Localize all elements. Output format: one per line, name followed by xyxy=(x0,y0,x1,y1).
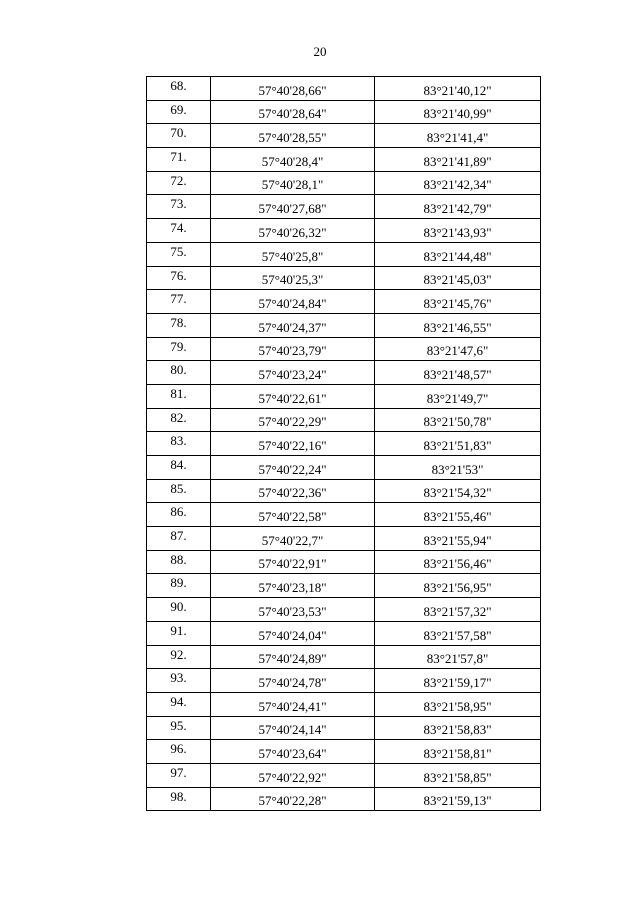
latitude-cell: 57°40'22,58" xyxy=(211,503,375,527)
point-number-cell: 95. xyxy=(147,716,211,740)
latitude-cell: 57°40'23,53" xyxy=(211,598,375,622)
point-number-cell: 90. xyxy=(147,598,211,622)
longitude-cell: 83°21'59,13" xyxy=(375,787,541,811)
point-number-cell: 79. xyxy=(147,337,211,361)
latitude-cell: 57°40'24,89" xyxy=(211,645,375,669)
latitude-cell: 57°40'22,28" xyxy=(211,787,375,811)
longitude-cell: 83°21'56,46" xyxy=(375,550,541,574)
point-number-cell: 87. xyxy=(147,527,211,551)
longitude-cell: 83°21'51,83" xyxy=(375,432,541,456)
table-row xyxy=(147,266,541,290)
table-row xyxy=(147,456,541,480)
longitude-cell: 83°21'40,12" xyxy=(375,77,541,101)
table-row xyxy=(147,503,541,527)
latitude-cell: 57°40'28,4" xyxy=(211,148,375,172)
table-row xyxy=(147,550,541,574)
latitude-cell: 57°40'22,7" xyxy=(211,527,375,551)
point-number-cell: 93. xyxy=(147,669,211,693)
longitude-cell: 83°21'55,46" xyxy=(375,503,541,527)
latitude-cell: 57°40'24,14" xyxy=(211,716,375,740)
latitude-cell: 57°40'26,32" xyxy=(211,219,375,243)
point-number-cell: 74. xyxy=(147,219,211,243)
latitude-cell: 57°40'22,24" xyxy=(211,456,375,480)
point-number-cell: 97. xyxy=(147,763,211,787)
latitude-cell: 57°40'24,37" xyxy=(211,313,375,337)
table-row xyxy=(147,669,541,693)
point-number-cell: 72. xyxy=(147,171,211,195)
point-number-cell: 94. xyxy=(147,692,211,716)
table-row xyxy=(147,740,541,764)
table-row xyxy=(147,313,541,337)
longitude-cell: 83°21'41,4" xyxy=(375,124,541,148)
longitude-cell: 83°21'54,32" xyxy=(375,479,541,503)
table-row xyxy=(147,763,541,787)
table-row xyxy=(147,621,541,645)
table-row xyxy=(147,195,541,219)
point-number-cell: 73. xyxy=(147,195,211,219)
latitude-cell: 57°40'23,18" xyxy=(211,574,375,598)
table-row xyxy=(147,124,541,148)
longitude-cell: 83°21'57,32" xyxy=(375,598,541,622)
latitude-cell: 57°40'23,24" xyxy=(211,361,375,385)
point-number-cell: 98. xyxy=(147,787,211,811)
point-number-cell: 88. xyxy=(147,550,211,574)
latitude-cell: 57°40'25,3" xyxy=(211,266,375,290)
point-number-cell: 80. xyxy=(147,361,211,385)
table-row xyxy=(147,384,541,408)
table-row xyxy=(147,337,541,361)
coordinates-table xyxy=(146,76,541,811)
table-row xyxy=(147,242,541,266)
point-number-cell: 91. xyxy=(147,621,211,645)
longitude-cell: 83°21'49,7" xyxy=(375,384,541,408)
point-number-cell: 68. xyxy=(147,77,211,101)
longitude-cell: 83°21'58,95" xyxy=(375,692,541,716)
table-row xyxy=(147,645,541,669)
table-row xyxy=(147,527,541,551)
table-row xyxy=(147,219,541,243)
point-number-cell: 85. xyxy=(147,479,211,503)
table-row xyxy=(147,574,541,598)
longitude-cell: 83°21'40,99" xyxy=(375,100,541,124)
longitude-cell: 83°21'43,93" xyxy=(375,219,541,243)
longitude-cell: 83°21'48,57" xyxy=(375,361,541,385)
table-row xyxy=(147,598,541,622)
longitude-cell: 83°21'45,03" xyxy=(375,266,541,290)
point-number-cell: 84. xyxy=(147,456,211,480)
point-number-cell: 83. xyxy=(147,432,211,456)
longitude-cell: 83°21'42,34" xyxy=(375,171,541,195)
latitude-cell: 57°40'28,66" xyxy=(211,77,375,101)
latitude-cell: 57°40'22,29" xyxy=(211,408,375,432)
latitude-cell: 57°40'28,1" xyxy=(211,171,375,195)
longitude-cell: 83°21'56,95" xyxy=(375,574,541,598)
longitude-cell: 83°21'41,89" xyxy=(375,148,541,172)
point-number-cell: 89. xyxy=(147,574,211,598)
latitude-cell: 57°40'24,41" xyxy=(211,692,375,716)
point-number-cell: 86. xyxy=(147,503,211,527)
table-row xyxy=(147,100,541,124)
latitude-cell: 57°40'24,84" xyxy=(211,290,375,314)
table-row xyxy=(147,408,541,432)
longitude-cell: 83°21'58,85" xyxy=(375,763,541,787)
table-row xyxy=(147,787,541,811)
point-number-cell: 77. xyxy=(147,290,211,314)
point-number-cell: 69. xyxy=(147,100,211,124)
longitude-cell: 83°21'42,79" xyxy=(375,195,541,219)
point-number-cell: 81. xyxy=(147,384,211,408)
longitude-cell: 83°21'47,6" xyxy=(375,337,541,361)
latitude-cell: 57°40'28,55" xyxy=(211,124,375,148)
point-number-cell: 78. xyxy=(147,313,211,337)
longitude-cell: 83°21'55,94" xyxy=(375,527,541,551)
table-row xyxy=(147,432,541,456)
table-row xyxy=(147,716,541,740)
point-number-cell: 76. xyxy=(147,266,211,290)
longitude-cell: 83°21'57,8" xyxy=(375,645,541,669)
table-row xyxy=(147,361,541,385)
longitude-cell: 83°21'59,17" xyxy=(375,669,541,693)
table-row xyxy=(147,171,541,195)
point-number-cell: 71. xyxy=(147,148,211,172)
latitude-cell: 57°40'22,91" xyxy=(211,550,375,574)
table-row xyxy=(147,479,541,503)
longitude-cell: 83°21'50,78" xyxy=(375,408,541,432)
longitude-cell: 83°21'57,58" xyxy=(375,621,541,645)
point-number-cell: 82. xyxy=(147,408,211,432)
point-number-cell: 96. xyxy=(147,740,211,764)
coordinates-table-body xyxy=(147,77,541,811)
latitude-cell: 57°40'23,64" xyxy=(211,740,375,764)
point-number-cell: 75. xyxy=(147,242,211,266)
latitude-cell: 57°40'22,16" xyxy=(211,432,375,456)
longitude-cell: 83°21'58,81" xyxy=(375,740,541,764)
latitude-cell: 57°40'22,92" xyxy=(211,763,375,787)
latitude-cell: 57°40'22,61" xyxy=(211,384,375,408)
page-number: 20 xyxy=(313,44,327,59)
latitude-cell: 57°40'27,68" xyxy=(211,195,375,219)
point-number-cell: 92. xyxy=(147,645,211,669)
longitude-cell: 83°21'44,48" xyxy=(375,242,541,266)
longitude-cell: 83°21'58,83" xyxy=(375,716,541,740)
point-number-cell: 70. xyxy=(147,124,211,148)
table-row xyxy=(147,692,541,716)
table-row xyxy=(147,290,541,314)
latitude-cell: 57°40'24,78" xyxy=(211,669,375,693)
latitude-cell: 57°40'28,64" xyxy=(211,100,375,124)
longitude-cell: 83°21'45,76" xyxy=(375,290,541,314)
table-row xyxy=(147,148,541,172)
latitude-cell: 57°40'25,8" xyxy=(211,242,375,266)
latitude-cell: 57°40'22,36" xyxy=(211,479,375,503)
longitude-cell: 83°21'53" xyxy=(375,456,541,480)
table-row xyxy=(147,77,541,101)
latitude-cell: 57°40'24,04" xyxy=(211,621,375,645)
latitude-cell: 57°40'23,79" xyxy=(211,337,375,361)
longitude-cell: 83°21'46,55" xyxy=(375,313,541,337)
